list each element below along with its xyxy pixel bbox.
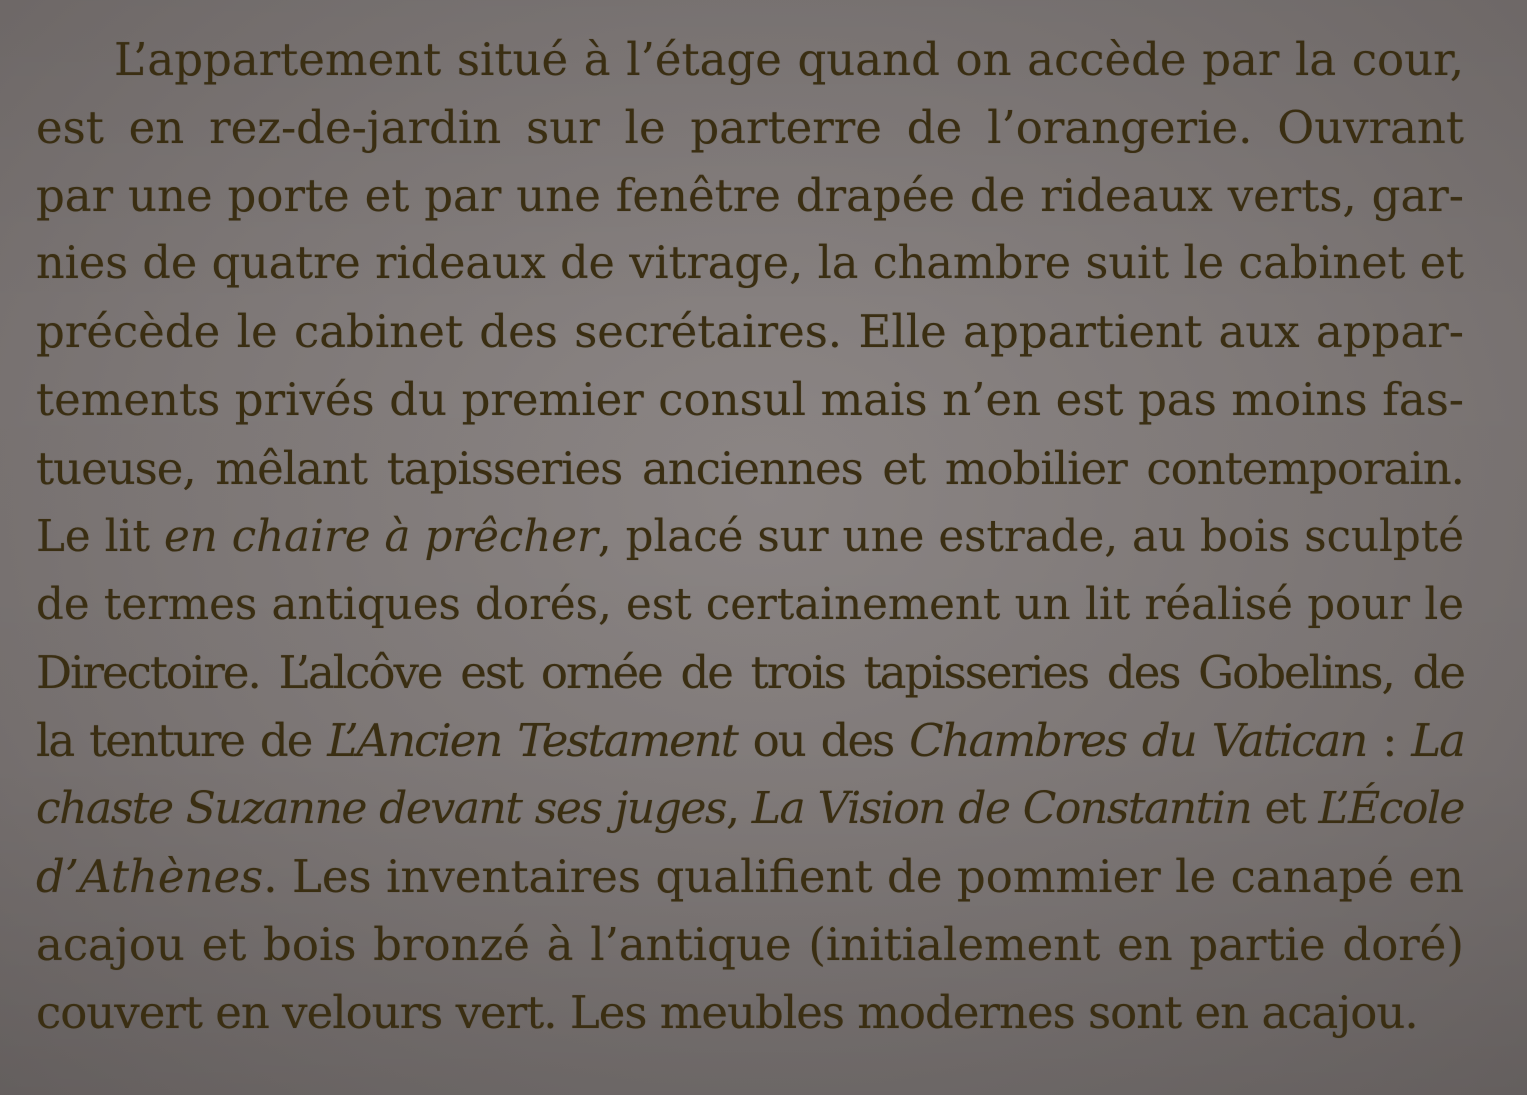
text-span: . Les inventaires qualifient de pommier le canapé en [263,850,1464,904]
text-span: précède le cabinet des secrétaires. Elle appartient aux appar- [36,305,1464,359]
text-line [36,571,1464,639]
text-span: la tenture de [36,713,328,767]
text-span: tueuse, mêlant tapisseries anciennes et mobilier contemporain. [36,441,1464,495]
text-span: , placé sur une estrade, au bois sculpté [597,511,1464,562]
text-span: nies de quatre rideaux de vitrage, la chambre suit le cabinet et [36,238,1464,290]
text-line [36,503,1464,571]
museum-label-paragraph [36,26,1464,1047]
text-span: Le lit [36,511,164,562]
text-span: et [1251,783,1319,835]
italic-title: L’École [1318,783,1464,835]
italic-title: en chaire à prêcher [163,511,598,562]
text-span: de termes antiques dorés, est certainement un lit réalisé pour le [36,579,1464,630]
text-line [36,911,1464,979]
text-span: est en rez-de-jardin sur le parterre de l’orangerie. Ouvrant [36,101,1464,155]
text-span: acajou et bois bronzé à l’antique (initialement en partie doré) [36,918,1464,972]
italic-title: d’Athènes [36,850,264,904]
italic-title: chaste Suzanne devant ses juges [36,783,726,835]
italic-title: L’Ancien Testament [327,713,737,767]
text-line [36,162,1464,230]
italic-title: Chambres du Vatican [909,713,1367,767]
text-line [36,435,1464,503]
text-line [36,979,1464,1047]
text-line [36,298,1464,366]
text-line [36,707,1464,775]
text-line [36,775,1464,843]
text-span: tements privés du premier consul mais n’en est pas moins fas- [36,373,1464,427]
text-line [36,843,1464,911]
text-span: L’appartement situé à l’étage quand on accède par la cour, [114,33,1464,86]
text-line [36,94,1464,162]
italic-title: La Vision de Constantin [751,783,1252,835]
text-span: couvert en velours vert. Les meubles modernes sont en acajou. [36,986,1418,1040]
text-line [36,230,1464,298]
text-line [36,26,1464,94]
text-line [36,366,1464,434]
text-span: Directoire. L’alcôve est ornée de trois tapisseries des Gobelins, de [36,645,1464,699]
text-line [36,639,1464,707]
text-span: , [725,783,752,835]
text-span: par une porte et par une fenêtre drapée de rideaux verts, gar- [36,169,1464,223]
text-span: : [1366,713,1412,767]
text-span: ou des [736,713,910,767]
italic-title: La [1411,713,1464,767]
